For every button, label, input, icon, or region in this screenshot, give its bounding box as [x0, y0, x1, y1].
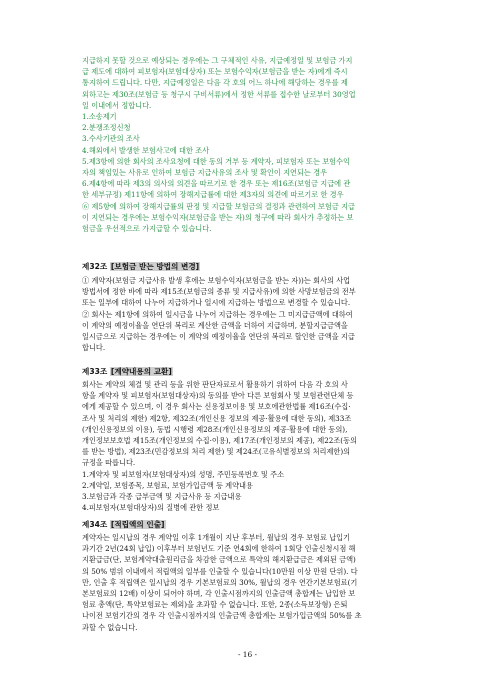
- section-34-title: [적립액의 인출]: [110, 520, 165, 529]
- text-line: 험료 총액(단, 특약보험료는 제외)을 초과할 수 없습니다. 또한, 2종(소득보장형) 은퇴: [82, 600, 348, 610]
- continued-clause-31: [82, 55, 442, 234]
- text-line: 한 세부규정) 제11항에 의하여 장해지급률에 대한 제3자의 의견에 따르기로 한 경우: [82, 190, 344, 200]
- text-line: 조사 및 처리의 제한) 제2항, 제32조(개인신용 정보의 제공·활용에 대한 동의), 제33조: [82, 413, 352, 423]
- text-line: 3.수사기관의 조사: [82, 134, 140, 144]
- text-line: 지급하지 못할 것으로 예상되는 경우에는 그 구체적인 사유, 지급예정일 및 보험금 가지: [82, 56, 353, 65]
- text-line: ① 계약자(보험금 지급사유 발생 후에는 보험수익자(보험금을 받는 자))는 회사의 사업: [82, 276, 351, 285]
- text-line: 나이전 보험기간의 경우 각 인출시점까지의 인출금액 총합계는 보험가입금액의 50%를 초: [82, 611, 362, 621]
- section-34-number: 제34조: [82, 520, 108, 529]
- text-line: ⑥ 제5항에 의하여 장해지급률의 판정 및 지급할 보험금의 결정과 관련하여 보험금 지급: [82, 201, 355, 211]
- text-line: 과기간 2년(24회 납입) 이후부터 보험년도 기준 연4회에 한하여 1회당 인출신청시점 해: [82, 544, 356, 554]
- section-33-heading: [82, 366, 173, 377]
- section-33-title: [계약내용의 교환]: [110, 367, 172, 376]
- text-line: 를 받는 방법), 제23조(민감정보의 처리 제한) 및 제24조(고유식별정보의 처리제한)의: [82, 447, 351, 457]
- section-32-body: [82, 275, 442, 353]
- section-32-title: [보험금 받는 방법의 변경]: [110, 262, 200, 271]
- text-line: 만, 인출 후 적립액은 일시납의 경우 기본보험료의 30%, 월납의 경우 연간기본보험료(기: [82, 577, 358, 587]
- section-34-body: [82, 532, 442, 633]
- text-line: 5.제3항에 의한 회사의 조사요청에 대한 동의 거부 등 계약자, 피보험자 또는 보험수익: [82, 156, 350, 166]
- text-line: 또는 일부에 대하여 나누어 지급하거나 일시에 지급하는 방법으로 변경할 수 있습니다.: [82, 298, 351, 308]
- text-line: 의 50% 범위 이내에서 적립액의 일부를 인출할 수 있습니다(10만원 이상 만원 단위). 다: [82, 566, 358, 576]
- text-line: 3.보험금과 각종 급부금액 및 지급사유 등 지급내용: [82, 492, 242, 502]
- section-33-body: [82, 379, 442, 513]
- text-line: 험금을 우선적으로 가지급할 수 있습니다.: [82, 224, 212, 234]
- text-line: 회사는 계약의 체결 및 관리 등을 위한 판단자료로서 활용하기 위하여 다음 각 호의 사: [82, 380, 348, 389]
- text-line: (개인신용정보의 이용), 동법 시행령 제28조(개인신용정보의 제공·활용에 대한 동의),: [82, 424, 348, 434]
- text-line: 합니다.: [82, 343, 106, 353]
- text-line: 본보험료의 12배) 이상이 되어야 하며, 각 인출시점까지의 인출금액 총합계는 납입한 보: [82, 589, 356, 599]
- text-line: 이 계약의 예정이율을 연단위 복리로 계산한 금액을 더하여 지급하며, 분할지급금액을: [82, 320, 348, 330]
- section-33-number: 제33조: [82, 367, 108, 376]
- text-line: 4.피보험자(보험대상자)의 질병에 관한 정보: [82, 503, 220, 513]
- text-line: 4.해외에서 발생한 보험사고에 대한 조사: [82, 145, 210, 155]
- text-line: 1.계약자 및 피보험자(보험대상자)의 성명, 주민등록번호 및 주소: [82, 469, 285, 479]
- text-line: 계약자는 일시납의 경우 계약일 이후 1개월이 지난 후부터, 월납의 경우 보험료 납입기: [82, 533, 351, 542]
- text-line: 에게 제공할 수 있으며, 이 경우 회사는 신용정보이용 및 보호에관한법률 제16조(수집·: [82, 402, 351, 412]
- text-line: 급 제도에 대하여 피보험자(보험대상자) 또는 보험수익자(보험금을 받는 자)에게 즉시: [82, 67, 348, 77]
- text-line: 1.소송제기: [82, 112, 117, 122]
- text-line: ② 회사는 제1항에 의하여 일시금을 나누어 지급하는 경우에는 그 미지급금액에 대하여: [82, 309, 353, 319]
- text-line: 규정을 따릅니다.: [82, 458, 136, 468]
- text-line: 외하고는 제30조(보험금 등 청구시 구비서류)에서 정한 서류를 접수한 날로부터 30영업: [82, 89, 356, 99]
- text-line: 2.계약일, 보험종목, 보험료, 보험가입금액 등 계약내용: [82, 480, 253, 490]
- text-line: 이 지연되는 경우에는 보험수익자(보험금을 받는 자)의 청구에 따라 회사가 추정하는 보: [82, 212, 354, 222]
- text-line: 일 이내에서 정합니다.: [82, 100, 152, 110]
- text-line: 개인정보보호법 제15조(개인정보의 수집·이용), 제17조(개인정보의 제공), 제22조(동의: [82, 436, 357, 446]
- text-line: 일시금으로 지급하는 경우에는 이 계약의 예정이율을 연단위 복리로 할인한 금액을 지급: [82, 332, 355, 342]
- section-32-heading: [82, 261, 200, 272]
- text-line: 방법서에 정한 바에 따라 제15조(보험금의 종류 및 지급사유)에 의한 사망보험금의 전부: [82, 287, 356, 297]
- text-line: 2.분쟁조정신청: [82, 123, 131, 133]
- text-line: 항을 계약자 및 피보험자(보험대상자)의 동의를 받아 다른 보험회사 및 보험관련단체 등: [82, 391, 354, 401]
- page-number: - 16 -: [237, 650, 258, 659]
- text-line: 자의 책임있는 사유로 인하여 보험금 지급사유의 조사 및 확인이 지연되는 경우: [82, 168, 328, 178]
- section-32-number: 제32조: [82, 262, 108, 271]
- text-line: 6.제4항에 따라 제3의 의사의 의견을 따르기로 한 경우 또는 제16조(보험금 지급에 관: [82, 179, 351, 189]
- text-line: 통지하여 드립니다. 다만, 지급예정일은 다음 각 호의 어느 하나에 해당하는 경우를 제: [82, 78, 348, 88]
- text-line: 지환급금(단, 보험계약대출원리금을 차감한 금액으로 특약의 해지환급금은 제외된 금액): [82, 555, 356, 565]
- section-34-heading: [82, 519, 166, 530]
- text-line: 과할 수 없습니다.: [82, 622, 138, 632]
